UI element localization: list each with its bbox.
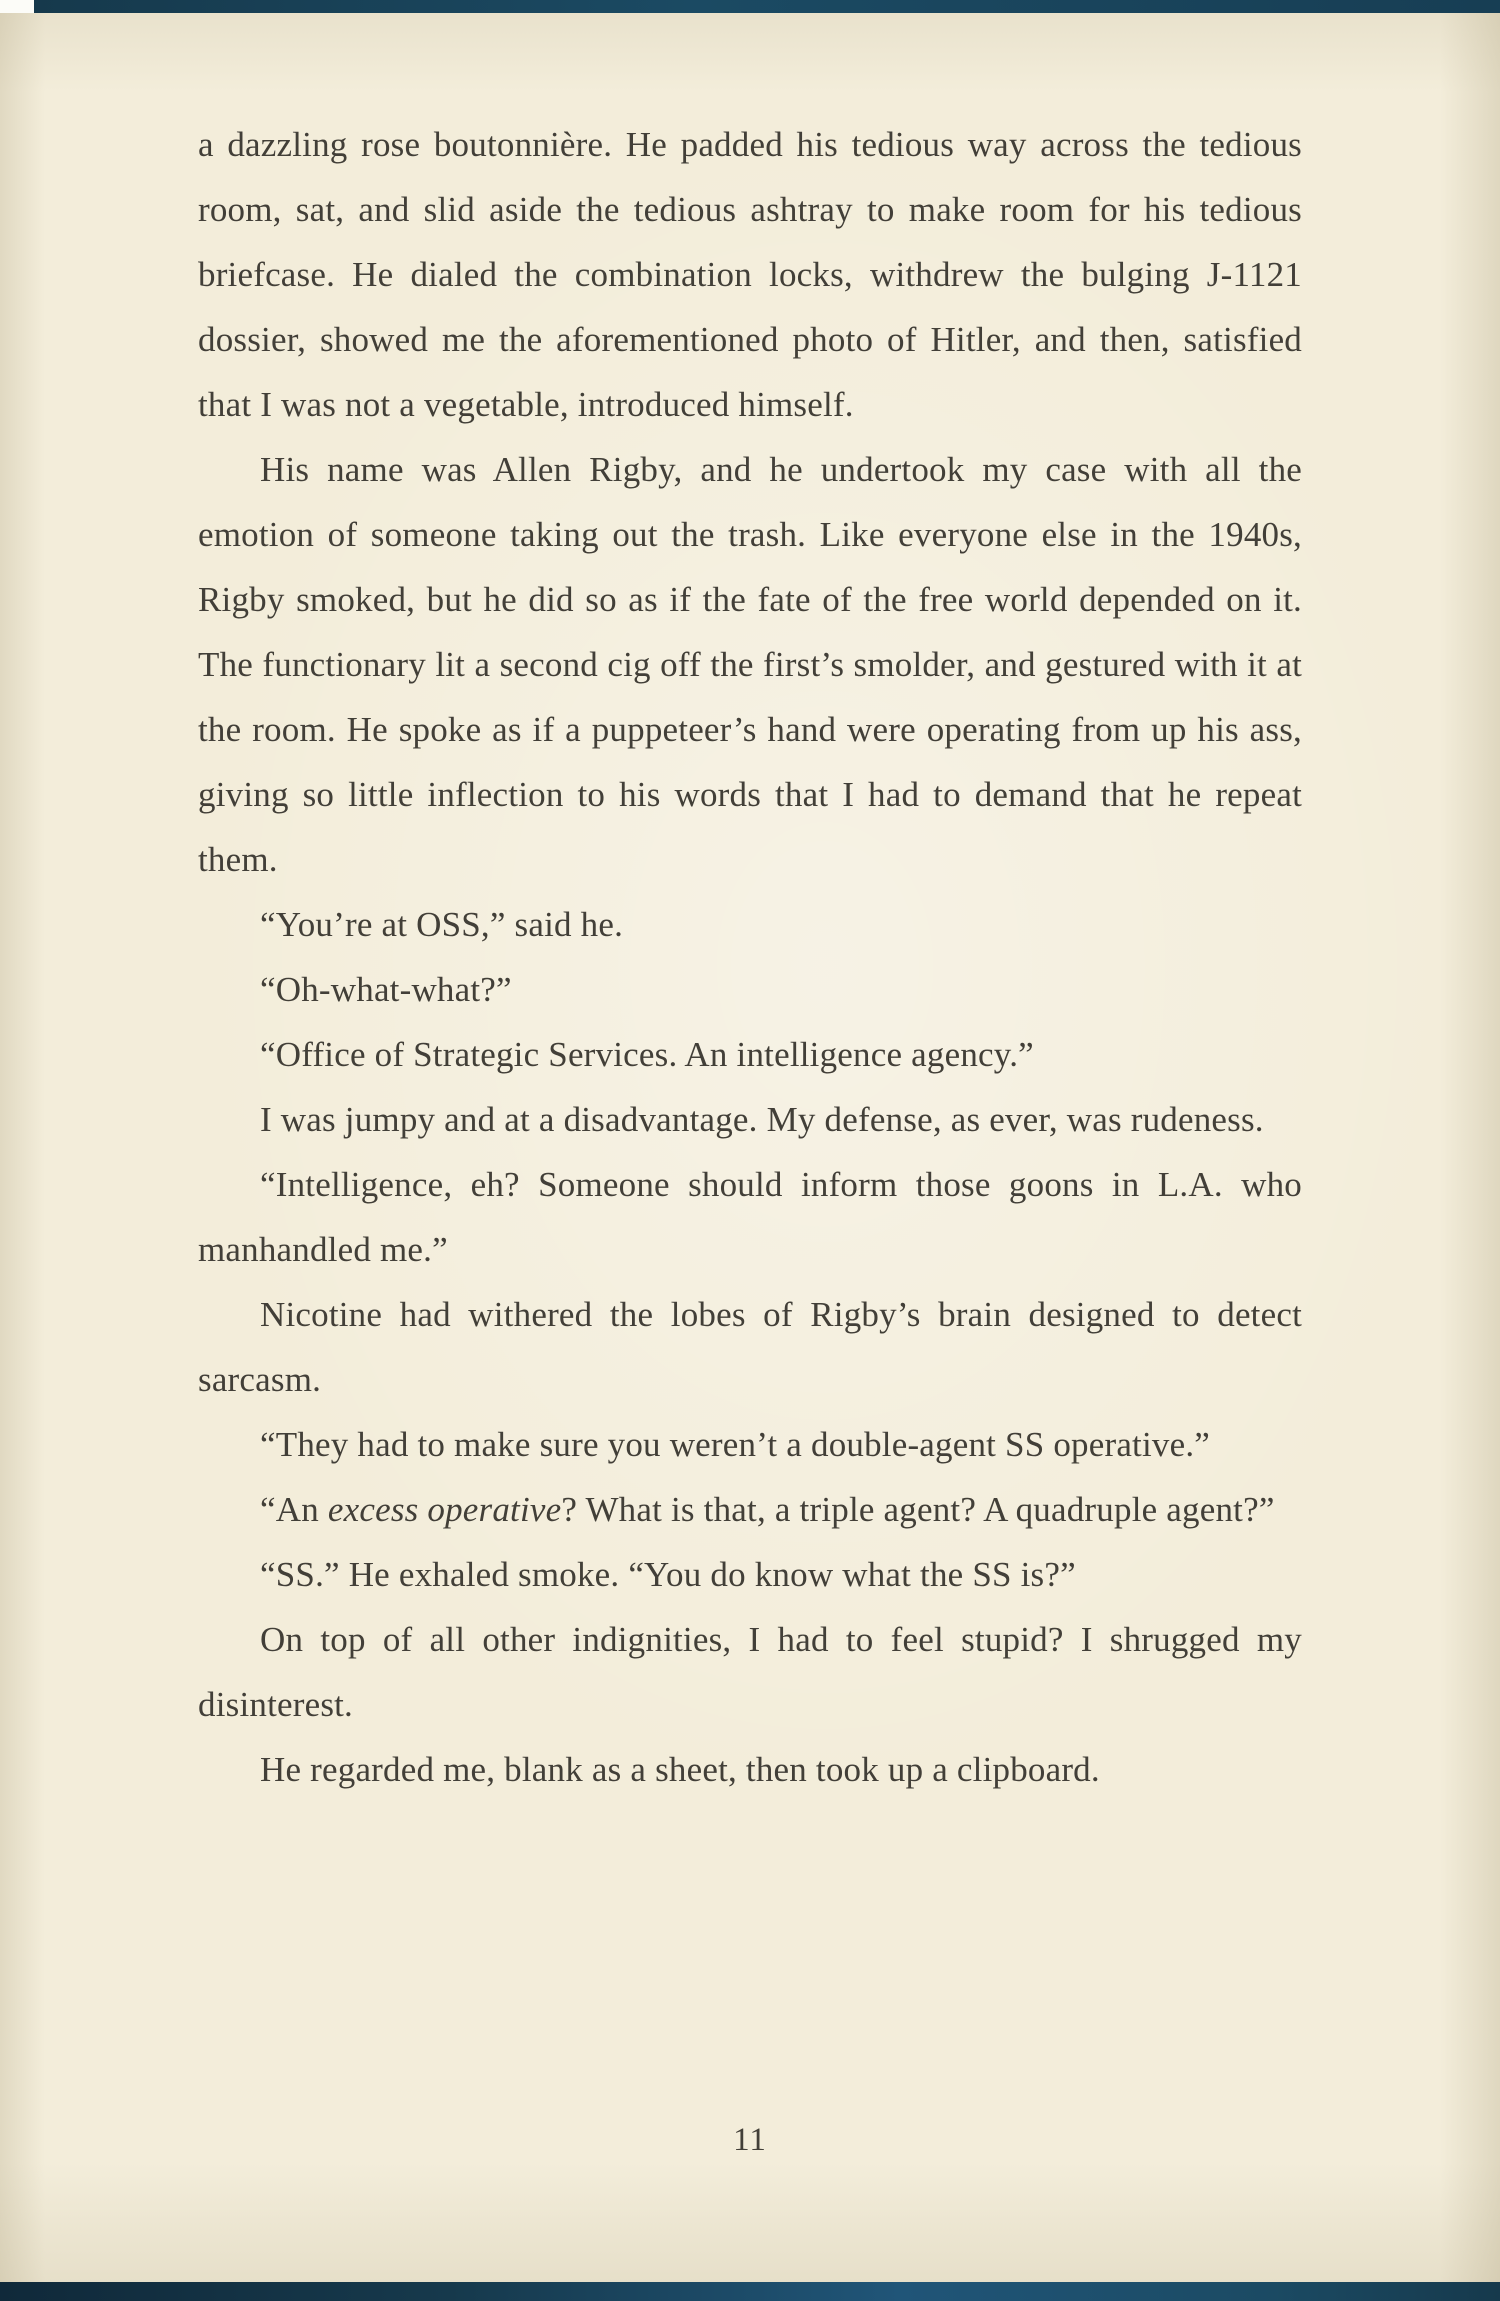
paragraph: [198, 957, 1302, 1022]
text-run: a dazzling rose boutonnière. He padded his tedious way across the tedious room, sat, and slid aside the tedious ashtray to make room for his tedious briefcase. He dialed the combination locks, withdrew the bulging J-1121 dossier, showed me the aforementioned photo of Hitler, and then, satisfied that I was not a vegetable, introduced himself.: [198, 125, 1302, 424]
scan-edge-top-corner: [0, 0, 34, 13]
text-run: “They had to make sure you weren’t a double-agent SS operative.”: [260, 1425, 1211, 1464]
paragraph: [198, 112, 1302, 437]
text-block: [198, 112, 1302, 1802]
text-run: His name was Allen Rigby, and he undertook my case with all the emotion of someone taking out the trash. Like everyone else in the 1940s, Rigby smoked, but he did so as if the fate of the free world depended on it. The functionary lit a second cig off the first’s smolder, and gestured with it at the room. He spoke as if a puppeteer’s hand were operating from up his ass, giving so little inflection to his words that I had to demand that he repeat them.: [198, 450, 1302, 879]
text-run: On top of all other indignities, I had to feel stupid? I shrugged my disinterest.: [198, 1620, 1302, 1724]
paragraph: [198, 1607, 1302, 1737]
paragraph: [198, 892, 1302, 957]
italic-text-run: excess operative: [327, 1490, 562, 1529]
text-run: “An: [260, 1490, 328, 1529]
text-run: ? What is that, a triple agent? A quadruple agent?”: [561, 1490, 1275, 1529]
paragraph: [198, 1087, 1302, 1152]
text-run: He regarded me, blank as a sheet, then took up a clipboard.: [260, 1750, 1100, 1789]
scan-edge-bottom: [0, 2282, 1500, 2301]
text-run: Nicotine had withered the lobes of Rigby’s brain designed to detect sarcasm.: [198, 1295, 1302, 1399]
paragraph: [198, 1152, 1302, 1282]
paragraph: [198, 1737, 1302, 1802]
text-run: I was jumpy and at a disadvantage. My defense, as ever, was rudeness.: [260, 1100, 1264, 1139]
scan-edge-top: [34, 0, 1500, 13]
paragraph: [198, 1412, 1302, 1477]
paragraph: [198, 1022, 1302, 1087]
paragraph: [198, 1542, 1302, 1607]
text-run: “SS.” He exhaled smoke. “You do know what the SS is?”: [260, 1555, 1076, 1594]
text-run: “Oh-what-what?”: [260, 970, 512, 1009]
paragraph: [198, 1477, 1302, 1542]
page-number: 11: [733, 2122, 767, 2158]
text-run: “Intelligence, eh? Someone should inform those goons in L.A. who manhandled me.”: [198, 1165, 1302, 1269]
paragraph: [198, 437, 1302, 892]
paragraph: [198, 1282, 1302, 1412]
text-run: “You’re at OSS,” said he.: [260, 905, 624, 944]
text-run: “Office of Strategic Services. An intelligence agency.”: [260, 1035, 1034, 1074]
